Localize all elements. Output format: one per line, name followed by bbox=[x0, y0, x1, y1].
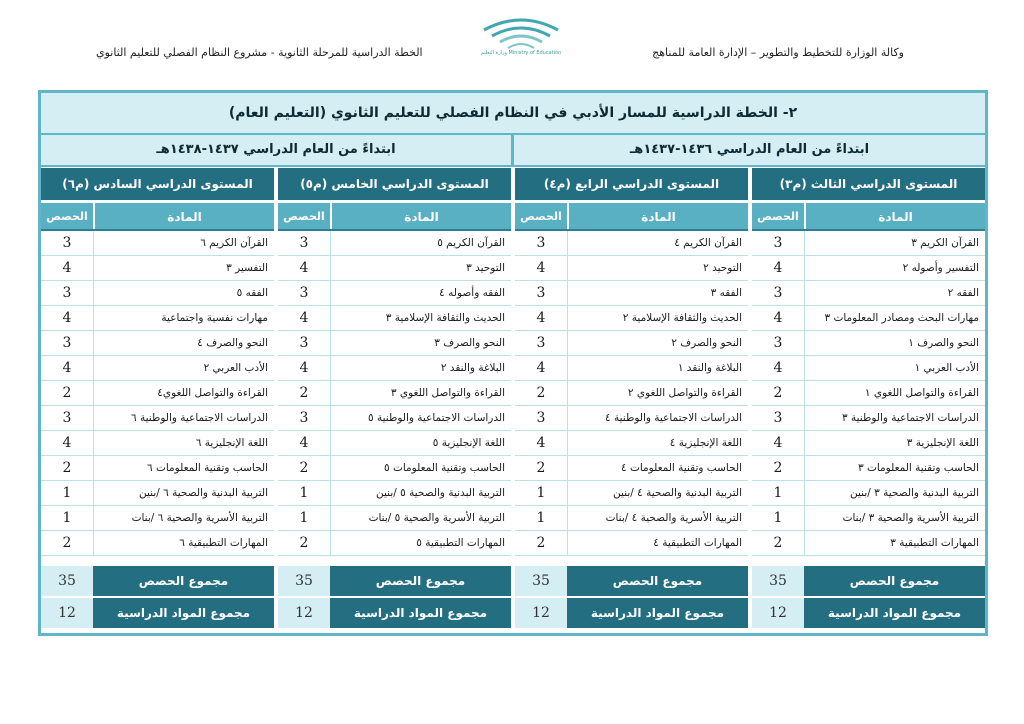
table-row bbox=[752, 231, 985, 256]
table-row bbox=[278, 456, 511, 481]
table-row bbox=[41, 281, 274, 306]
subject-name: الفقه ٣ bbox=[567, 281, 748, 305]
table-row bbox=[752, 306, 985, 331]
subject-name: التربية البدنية والصحية ٥ /بنين bbox=[330, 481, 511, 505]
table-row bbox=[41, 331, 274, 356]
total-subjects-value: 12 bbox=[515, 598, 567, 628]
subject-name: التفسير ٣ bbox=[93, 256, 274, 280]
table-row bbox=[278, 481, 511, 506]
header-left-text: الخطة الدراسية للمرحلة الثانوية - مشروع النظام الفصلي للتعليم الثانوي bbox=[96, 46, 423, 59]
subject-name: القرآن الكريم ٣ bbox=[804, 231, 985, 255]
total-subjects-cell bbox=[752, 598, 985, 628]
table-row bbox=[41, 231, 274, 256]
period-count: 2 bbox=[536, 535, 546, 551]
subject-name: التربية البدنية والصحية ٤ /بنين bbox=[567, 481, 748, 505]
period-count: 4 bbox=[536, 435, 546, 451]
period-count: 2 bbox=[773, 460, 783, 476]
total-periods-value: 35 bbox=[41, 566, 93, 596]
total-subjects-cell bbox=[278, 598, 511, 628]
period-count: 3 bbox=[773, 285, 783, 301]
period-count: 3 bbox=[299, 285, 309, 301]
total-subjects-label: مجموع المواد الدراسية bbox=[93, 598, 274, 628]
period-count: 3 bbox=[299, 335, 309, 351]
total-subjects-label: مجموع المواد الدراسية bbox=[330, 598, 511, 628]
subject-column-header: المادة bbox=[567, 203, 748, 229]
table-row bbox=[515, 506, 748, 531]
subjects-grid bbox=[41, 203, 985, 556]
period-count: 1 bbox=[299, 485, 309, 501]
table-row bbox=[752, 281, 985, 306]
table-row bbox=[41, 306, 274, 331]
subject-name: الحاسب وتقنية المعلومات ٦ bbox=[93, 456, 274, 480]
period-count: 4 bbox=[62, 260, 72, 276]
period-count: 4 bbox=[299, 360, 309, 376]
periods-column-header: الحصص bbox=[757, 210, 799, 223]
period-count: 3 bbox=[773, 410, 783, 426]
subject-name: اللغة الإنجليزية ٤ bbox=[567, 431, 748, 455]
subject-name: الدراسات الاجتماعية والوطنية ٣ bbox=[804, 406, 985, 430]
period-count: 3 bbox=[62, 235, 72, 251]
subject-name: اللغة الإنجليزية ٣ bbox=[804, 431, 985, 455]
level-5-header: المستوى الدراسي الخامس (م٥) bbox=[278, 168, 511, 200]
subject-name: القراءة والتواصل اللغوي ١ bbox=[804, 381, 985, 405]
logo-caption: وزارة التعليم Ministry of Education bbox=[480, 50, 562, 56]
table-row bbox=[752, 481, 985, 506]
period-count: 2 bbox=[773, 385, 783, 401]
page-title: ٢- الخطة الدراسية للمسار الأدبي في النظام الفصلي للتعليم الثانوي (التعليم العام) bbox=[41, 93, 985, 135]
column-header-row bbox=[515, 203, 748, 231]
table-row bbox=[515, 381, 748, 406]
table-row bbox=[752, 381, 985, 406]
period-count: 4 bbox=[773, 310, 783, 326]
period-count: 4 bbox=[62, 310, 72, 326]
subject-name: مهارات نفسية واجتماعية bbox=[93, 306, 274, 330]
subject-name: التربية الأسرية والصحية ٥ /بنات bbox=[330, 506, 511, 530]
subject-name: التوحيد ٢ bbox=[567, 256, 748, 280]
year-range-right: ابتداءً من العام الدراسي ١٤٣٦-١٤٣٧هـ bbox=[514, 135, 985, 167]
period-count: 2 bbox=[62, 385, 72, 401]
period-count: 4 bbox=[536, 360, 546, 376]
table-row bbox=[41, 531, 274, 556]
period-count: 2 bbox=[536, 385, 546, 401]
table-row bbox=[278, 306, 511, 331]
total-periods-value: 35 bbox=[278, 566, 330, 596]
table-row bbox=[752, 456, 985, 481]
subject-name: اللغة الإنجليزية ٥ bbox=[330, 431, 511, 455]
column-header-row bbox=[41, 203, 274, 231]
subject-name: القراءة والتواصل اللغوي ٣ bbox=[330, 381, 511, 405]
periods-column-header: الحصص bbox=[520, 210, 562, 223]
subject-name: القرآن الكريم ٦ bbox=[93, 231, 274, 255]
table-row bbox=[278, 431, 511, 456]
total-subjects-cell bbox=[41, 598, 274, 628]
table-row bbox=[41, 406, 274, 431]
period-count: 3 bbox=[299, 235, 309, 251]
total-periods-cell bbox=[515, 566, 748, 596]
subject-name: القرآن الكريم ٥ bbox=[330, 231, 511, 255]
total-subjects-cell bbox=[515, 598, 748, 628]
subject-name: التفسير وأصوله ٢ bbox=[804, 256, 985, 280]
table-row bbox=[515, 531, 748, 556]
subject-name: الحديث والثقافة الإسلامية ٣ bbox=[330, 306, 511, 330]
period-count: 1 bbox=[536, 485, 546, 501]
table-row bbox=[41, 256, 274, 281]
table-row bbox=[515, 456, 748, 481]
table-row bbox=[515, 306, 748, 331]
year-range-left: ابتداءً من العام الدراسي ١٤٣٧-١٤٣٨هـ bbox=[41, 135, 514, 167]
level-3-header: المستوى الدراسي الثالث (م٣) bbox=[752, 168, 985, 200]
period-count: 1 bbox=[773, 510, 783, 526]
header-right-text: وكالة الوزارة للتخطيط والتطوير – الإدارة العامة للمناهج bbox=[652, 46, 904, 59]
period-count: 3 bbox=[536, 410, 546, 426]
table-row bbox=[278, 381, 511, 406]
period-count: 2 bbox=[536, 460, 546, 476]
total-periods-value: 35 bbox=[752, 566, 804, 596]
subject-name: المهارات التطبيقية ٤ bbox=[567, 531, 748, 555]
subject-column-header: المادة bbox=[330, 203, 511, 229]
period-count: 3 bbox=[536, 235, 546, 251]
total-subjects-label: مجموع المواد الدراسية bbox=[804, 598, 985, 628]
period-count: 2 bbox=[299, 460, 309, 476]
total-periods-value: 35 bbox=[515, 566, 567, 596]
table-row bbox=[41, 506, 274, 531]
subject-name: البلاغة والنقد ٢ bbox=[330, 356, 511, 380]
study-plan-table bbox=[38, 90, 988, 636]
period-count: 3 bbox=[536, 335, 546, 351]
total-subjects-value: 12 bbox=[752, 598, 804, 628]
table-row bbox=[515, 406, 748, 431]
table-row bbox=[41, 456, 274, 481]
table-row bbox=[278, 256, 511, 281]
period-count: 1 bbox=[62, 510, 72, 526]
subject-name: المهارات التطبيقية ٥ bbox=[330, 531, 511, 555]
period-count: 3 bbox=[773, 235, 783, 251]
table-row bbox=[278, 356, 511, 381]
period-count: 1 bbox=[62, 485, 72, 501]
table-row bbox=[752, 531, 985, 556]
table-row bbox=[752, 406, 985, 431]
table-row bbox=[41, 481, 274, 506]
period-count: 3 bbox=[299, 410, 309, 426]
subject-name: الأدب العربي ١ bbox=[804, 356, 985, 380]
period-count: 1 bbox=[299, 510, 309, 526]
total-periods-cell bbox=[752, 566, 985, 596]
period-count: 1 bbox=[536, 510, 546, 526]
period-count: 2 bbox=[62, 535, 72, 551]
subject-name: اللغة الإنجليزية ٦ bbox=[93, 431, 274, 455]
subject-name: المهارات التطبيقية ٦ bbox=[93, 531, 274, 555]
subject-name: الحاسب وتقنية المعلومات ٥ bbox=[330, 456, 511, 480]
subject-column-header: المادة bbox=[804, 203, 985, 229]
subject-name: النحو والصرف ٤ bbox=[93, 331, 274, 355]
table-row bbox=[752, 331, 985, 356]
table-row bbox=[515, 256, 748, 281]
period-count: 2 bbox=[773, 535, 783, 551]
table-row bbox=[752, 506, 985, 531]
subject-name: البلاغة والنقد ١ bbox=[567, 356, 748, 380]
table-row bbox=[515, 481, 748, 506]
subject-name: الدراسات الاجتماعية والوطنية ٤ bbox=[567, 406, 748, 430]
level-column bbox=[752, 203, 985, 556]
level-headers bbox=[41, 168, 985, 200]
period-count: 3 bbox=[536, 285, 546, 301]
subject-name: التربية البدنية والصحية ٦ /بنين bbox=[93, 481, 274, 505]
total-periods-label: مجموع الحصص bbox=[804, 566, 985, 596]
subject-name: الفقه وأصوله ٤ bbox=[330, 281, 511, 305]
subject-name: القراءة والتواصل اللغوي ٢ bbox=[567, 381, 748, 405]
subject-name: الحديث والثقافة الإسلامية ٢ bbox=[567, 306, 748, 330]
column-header-row bbox=[752, 203, 985, 231]
table-row bbox=[515, 331, 748, 356]
period-count: 3 bbox=[62, 410, 72, 426]
table-row bbox=[41, 356, 274, 381]
subject-name: النحو والصرف ١ bbox=[804, 331, 985, 355]
table-row bbox=[278, 506, 511, 531]
subject-name: القرآن الكريم ٤ bbox=[567, 231, 748, 255]
period-count: 2 bbox=[62, 460, 72, 476]
period-count: 2 bbox=[299, 535, 309, 551]
period-count: 1 bbox=[773, 485, 783, 501]
table-row bbox=[278, 406, 511, 431]
total-subjects-value: 12 bbox=[41, 598, 93, 628]
level-column bbox=[41, 203, 274, 556]
period-count: 4 bbox=[773, 435, 783, 451]
subject-name: الدراسات الاجتماعية والوطنية ٦ bbox=[93, 406, 274, 430]
total-subjects-value: 12 bbox=[278, 598, 330, 628]
total-periods-cell bbox=[41, 566, 274, 596]
period-count: 3 bbox=[62, 335, 72, 351]
table-row bbox=[515, 281, 748, 306]
subject-name: التربية الأسرية والصحية ٣ /بنات bbox=[804, 506, 985, 530]
period-count: 3 bbox=[62, 285, 72, 301]
level-column bbox=[515, 203, 748, 556]
table-row bbox=[41, 381, 274, 406]
table-row bbox=[278, 531, 511, 556]
subject-name: التوحيد ٣ bbox=[330, 256, 511, 280]
total-periods-label: مجموع الحصص bbox=[567, 566, 748, 596]
subject-name: مهارات البحث ومصادر المعلومات ٣ bbox=[804, 306, 985, 330]
period-count: 4 bbox=[62, 435, 72, 451]
table-row bbox=[752, 356, 985, 381]
table-row bbox=[752, 256, 985, 281]
table-row bbox=[41, 431, 274, 456]
subject-name: التربية الأسرية والصحية ٦ /بنات bbox=[93, 506, 274, 530]
subject-name: الفقه ٥ bbox=[93, 281, 274, 305]
subject-name: التربية البدنية والصحية ٣ /بنين bbox=[804, 481, 985, 505]
subject-name: القراءة والتواصل اللغوي٤ bbox=[93, 381, 274, 405]
period-count: 2 bbox=[299, 385, 309, 401]
period-count: 4 bbox=[536, 260, 546, 276]
table-row bbox=[515, 231, 748, 256]
period-count: 4 bbox=[299, 310, 309, 326]
period-count: 4 bbox=[299, 260, 309, 276]
table-row bbox=[278, 331, 511, 356]
total-periods-label: مجموع الحصص bbox=[93, 566, 274, 596]
level-column bbox=[278, 203, 511, 556]
subject-name: النحو والصرف ٣ bbox=[330, 331, 511, 355]
subject-name: النحو والصرف ٢ bbox=[567, 331, 748, 355]
period-count: 3 bbox=[773, 335, 783, 351]
subject-name: الحاسب وتقنية المعلومات ٤ bbox=[567, 456, 748, 480]
table-row bbox=[515, 431, 748, 456]
subject-name: الحاسب وتقنية المعلومات ٣ bbox=[804, 456, 985, 480]
table-row bbox=[278, 231, 511, 256]
period-count: 4 bbox=[299, 435, 309, 451]
periods-column-header: الحصص bbox=[46, 210, 88, 223]
period-count: 4 bbox=[536, 310, 546, 326]
table-row bbox=[515, 356, 748, 381]
total-periods-row bbox=[41, 566, 985, 596]
periods-column-header: الحصص bbox=[283, 210, 325, 223]
column-header-row bbox=[278, 203, 511, 231]
level-4-header: المستوى الدراسي الرابع (م٤) bbox=[515, 168, 748, 200]
subject-name: الدراسات الاجتماعية والوطنية ٥ bbox=[330, 406, 511, 430]
level-6-header: المستوى الدراسي السادس (م٦) bbox=[41, 168, 274, 200]
total-periods-cell bbox=[278, 566, 511, 596]
subject-name: الفقه ٢ bbox=[804, 281, 985, 305]
table-row bbox=[752, 431, 985, 456]
table-row bbox=[278, 281, 511, 306]
total-subjects-label: مجموع المواد الدراسية bbox=[567, 598, 748, 628]
period-count: 4 bbox=[773, 360, 783, 376]
subject-name: المهارات التطبيقية ٣ bbox=[804, 531, 985, 555]
period-count: 4 bbox=[773, 260, 783, 276]
period-count: 4 bbox=[62, 360, 72, 376]
total-periods-label: مجموع الحصص bbox=[330, 566, 511, 596]
subject-name: التربية الأسرية والصحية ٤ /بنات bbox=[567, 506, 748, 530]
subject-column-header: المادة bbox=[93, 203, 274, 229]
subject-name: الأدب العربي ٢ bbox=[93, 356, 274, 380]
total-subjects-row bbox=[41, 598, 985, 628]
